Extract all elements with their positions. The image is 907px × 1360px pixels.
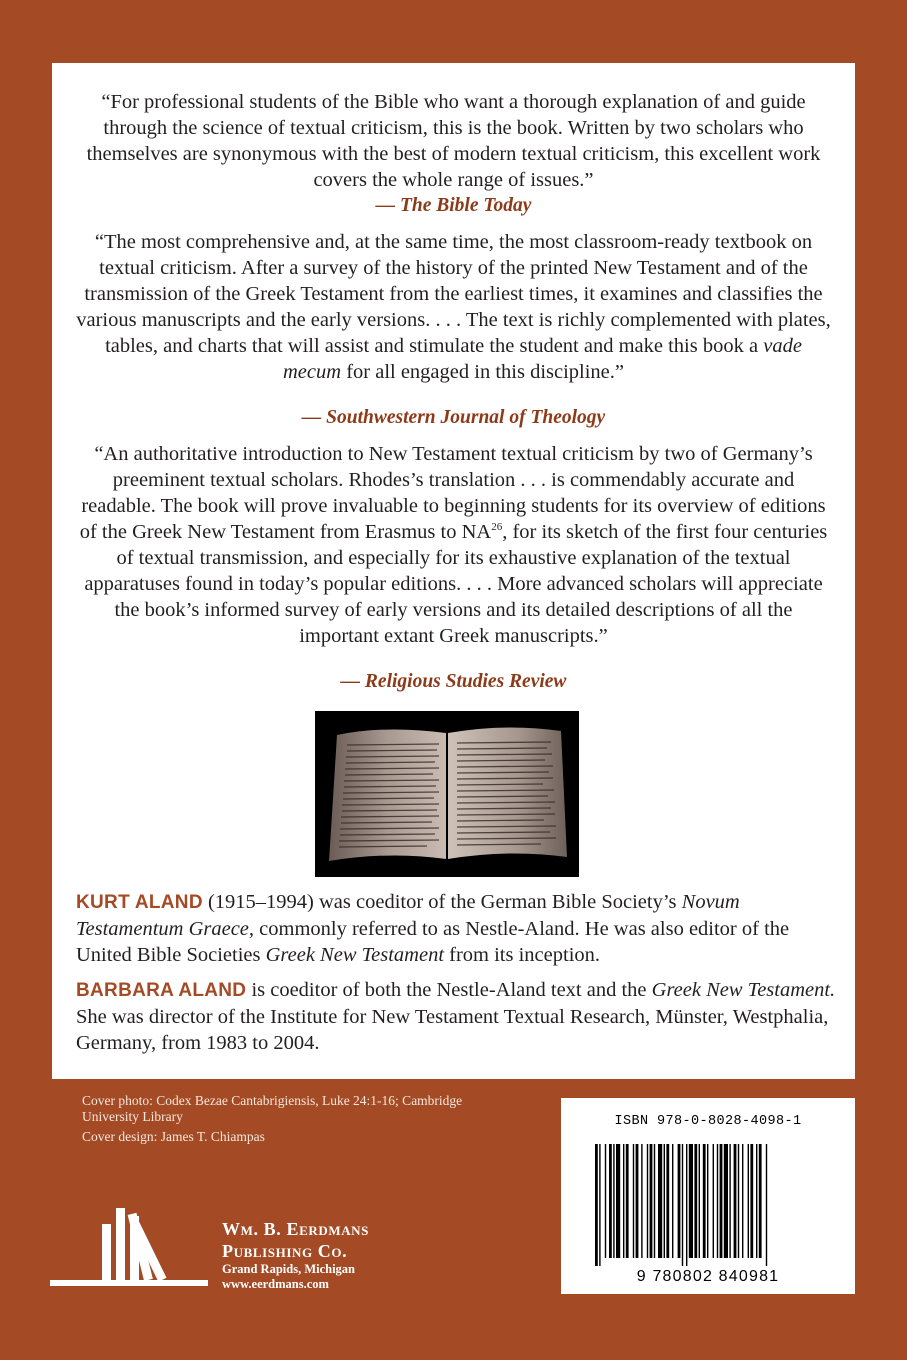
barcode-bar — [734, 1144, 737, 1258]
barcode-bar — [729, 1144, 730, 1258]
publisher-block — [222, 1218, 369, 1292]
barcode-bar — [738, 1144, 739, 1258]
review-quote-2: “The most comprehensive and, at the same time, the most classroom-ready textbook on textual criticism. After a survey of the history of the printed New Testament and of the transmission of the Greek Testament from the earliest times, it examines and classifies the various manuscripts and the early versions. . . . The text is richly complemented with plates, tables, and charts that will assist and stimulate the student and make this book a vade mecum for all engaged in this discipline.” — [76, 231, 831, 383]
manuscript-photo — [315, 711, 579, 877]
barcode-bar — [694, 1144, 697, 1258]
barcode-bar — [748, 1144, 749, 1258]
review-quote-3: “An authoritative introduction to New Testament textual criticism by two of Germany’s preeminent textual scholars. Rhodes’s translation . . . is commendably accurate and readable. The book will prove invaluable to beginning students for its overview of editions of the Greek New Testament from Erasmus to NA$^{26}$, for its sketch of the first four centuries of textual transmission, and especially for its exhaustive explanation of the textual apparatuses found in today’s popular editions. . . . More advanced scholars will appreciate the book’s informed survey of early versions and its detailed descriptions of all the important extant Greek manuscripts.” — [79, 443, 828, 647]
barcode-bar — [703, 1144, 706, 1258]
cover-photo-credit: Cover photo: Codex Bezae Cantabrigiensis, Luke 24:1-16; Cambridge University Library — [82, 1093, 463, 1124]
barcode-bar — [633, 1144, 634, 1258]
barcode-bar — [599, 1144, 600, 1266]
barcode-bar — [650, 1144, 653, 1258]
barcode-bar — [613, 1144, 614, 1258]
barcode-bar — [742, 1144, 743, 1258]
bio-barbara-aland: BARBARA ALAND is coeditor of both the Nestle-Aland text and the Greek New Testament. She was director of the Institute for New Testament Textual Research, Münster, Westphalia, Germany, from 1983 to 2004. — [76, 979, 836, 1054]
barcode-bar — [623, 1144, 624, 1258]
review-quote-1: “For professional students of the Bible who want a thorough explanation of and guide through the science of textual criticism, this is the book. Written by two scholars who themselves are synonymous with the best of modern textual criticism, this excellent work covers the whole range of issues.” — [86, 91, 821, 191]
barcode-bar — [595, 1144, 598, 1266]
cover-design-credit: Cover design: James T. Chiampas — [82, 1129, 265, 1144]
barcode-bar — [647, 1144, 648, 1258]
eerdmans-logo-icon — [50, 1200, 210, 1290]
barcode-bar — [756, 1144, 757, 1258]
barcode-bar — [720, 1144, 723, 1258]
barcode-bar — [636, 1144, 639, 1258]
barcode-bar — [605, 1144, 606, 1258]
barcode-bar — [641, 1144, 642, 1258]
barcode-icon — [595, 1144, 821, 1266]
review-source-1: — The Bible Today — [375, 195, 532, 216]
barcode-number: 9 780802 840981 — [636, 1268, 780, 1285]
barcode-bar — [717, 1144, 718, 1258]
publisher-url[interactable]: www.eerdmans.com — [222, 1277, 329, 1291]
bio-kurt-aland: KURT ALAND (1915–1994) was coeditor of the German Bible Society’s Novum Testamentum Graece, commonly referred to as Nestle-Aland. He was also editor of the United Bible Societies Greek New Testament from its inception. — [76, 891, 790, 966]
barcode-bar — [664, 1144, 665, 1258]
barcode-bar — [707, 1144, 708, 1258]
barcode-bar — [672, 1144, 673, 1258]
barcode-bar — [689, 1144, 693, 1258]
back-cover-panel — [52, 63, 855, 1079]
isbn-barcode-box — [561, 1098, 855, 1294]
barcode-bar — [686, 1144, 687, 1266]
cover-credits — [82, 1093, 512, 1149]
publisher-name-line2: Publishing Co. — [222, 1241, 348, 1261]
barcode-bar — [616, 1144, 620, 1258]
barcode-bar — [759, 1144, 762, 1258]
barcode-bar — [750, 1144, 753, 1258]
barcode-bar — [766, 1144, 767, 1266]
review-source-3: — Religious Studies Review — [340, 671, 567, 692]
barcode-bar — [626, 1144, 629, 1258]
barcode-bar — [724, 1144, 728, 1258]
barcode-bar — [713, 1144, 714, 1258]
barcode-bar — [609, 1144, 612, 1258]
barcode-bar — [699, 1144, 700, 1258]
publisher-name-line1: Wm. B. Eerdmans — [222, 1219, 370, 1239]
barcode-bar — [666, 1144, 669, 1258]
barcode-bar — [654, 1144, 655, 1258]
review-source-2: — Southwestern Journal of Theology — [301, 407, 606, 428]
barcode-bar — [678, 1144, 681, 1258]
barcode-bar — [682, 1144, 683, 1266]
publisher-location: Grand Rapids, Michigan — [222, 1262, 356, 1276]
isbn-label: ISBN 978-0-8028-4098-1 — [614, 1114, 802, 1129]
barcode-bar — [658, 1144, 662, 1258]
